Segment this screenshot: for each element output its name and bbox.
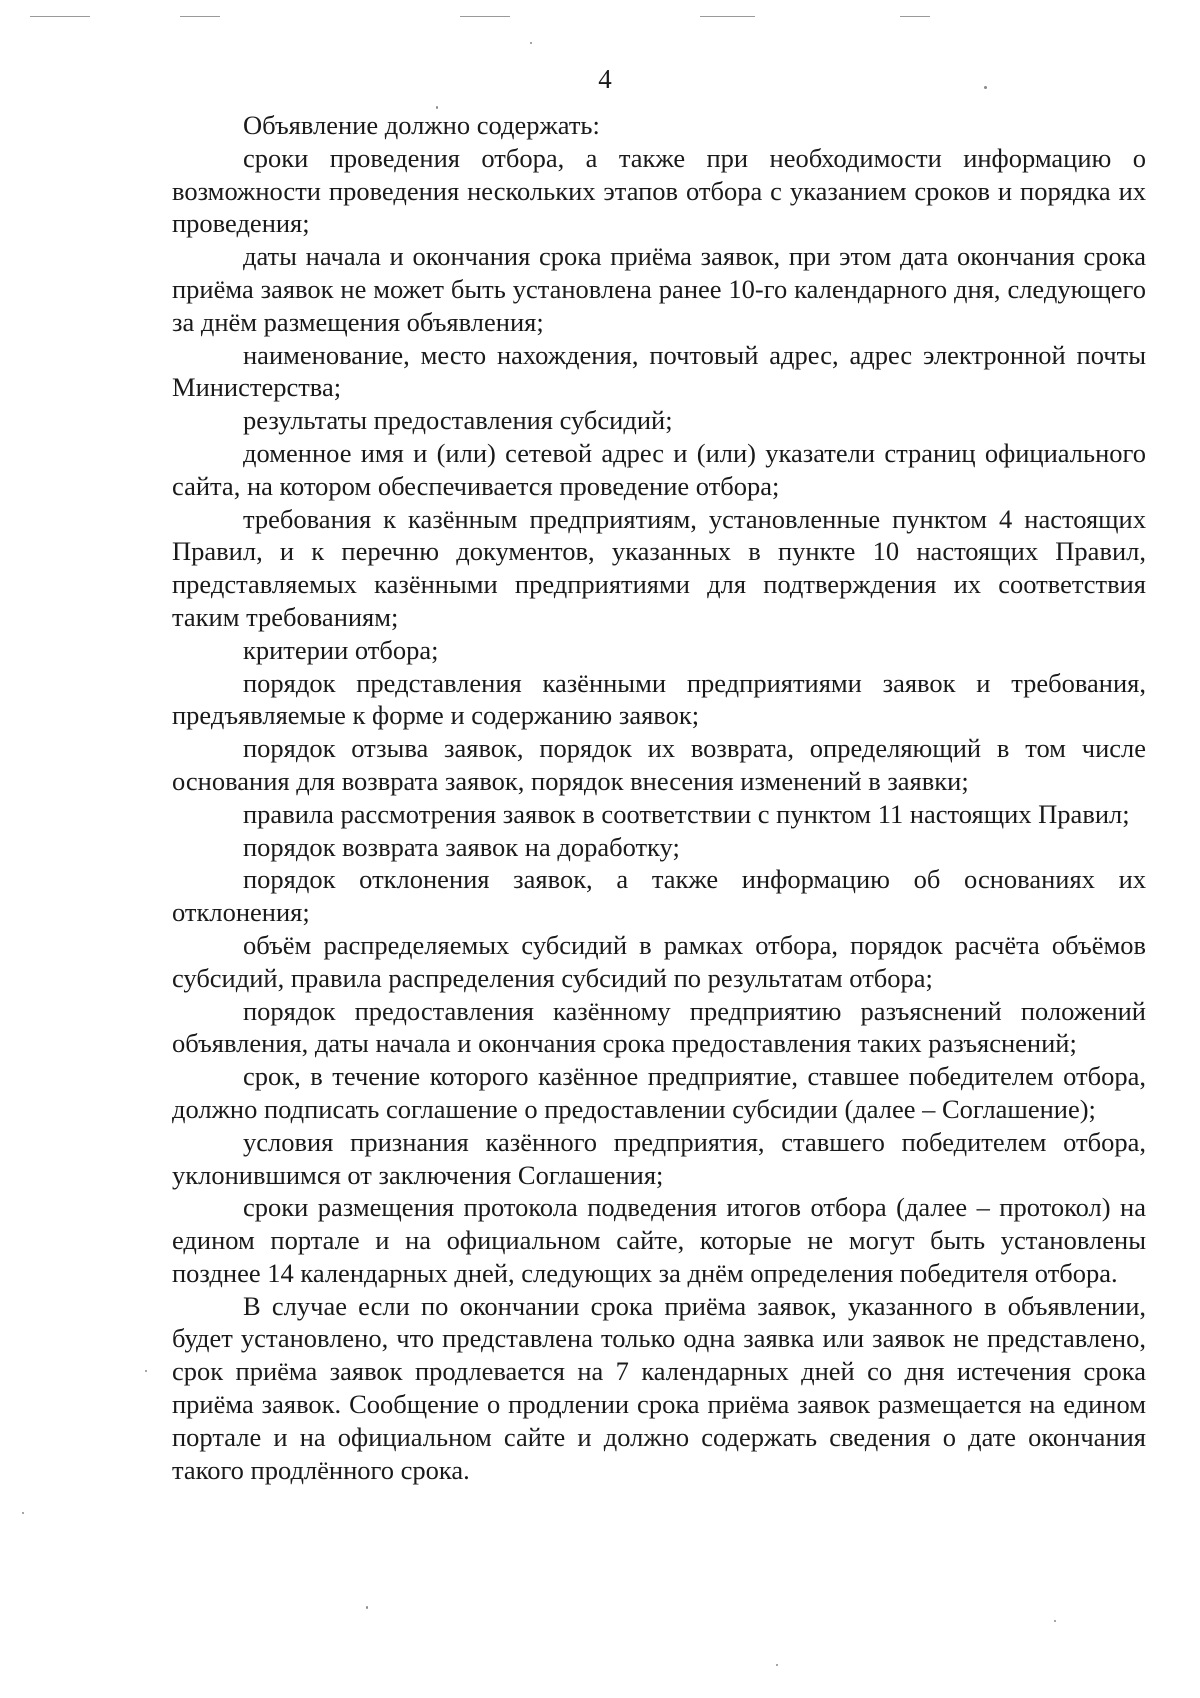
- paragraph: условия признания казённого предприятия, ставшего победителем отбора, уклонившимся от заключения Соглашения;: [172, 1126, 1146, 1190]
- scan-artifact: [366, 1606, 368, 1609]
- scan-artifact: [700, 16, 755, 17]
- paragraph: наименование, место нахождения, почтовый адрес, адрес электронной почты Министерства;: [172, 339, 1146, 403]
- paragraph: сроки размещения протокола подведения итогов отбора (далее – протокол) на едином портале и на официальном сайте, которые не могут быть установлены позднее 14 календарных дней, следующих за днём определения победителя отбора.: [172, 1192, 1146, 1288]
- document-body: [172, 109, 1146, 1486]
- paragraph: порядок отклонения заявок, а также информацию об основаниях их отклонения;: [172, 864, 1146, 928]
- scan-artifact: [530, 42, 532, 44]
- paragraph: порядок отзыва заявок, порядок их возврата, определяющий в том числе основания для возврата заявок, порядок внесения изменений в заявки;: [172, 733, 1146, 796]
- paragraph: даты начала и окончания срока приёма заявок, при этом дата окончания срока приёма заявок не может быть установлена ранее 10-го календарного дня, следующего за днём размещения объявления;: [172, 241, 1146, 337]
- page-number: 4: [598, 64, 612, 94]
- scan-artifact: [180, 16, 220, 17]
- scan-artifact: [900, 16, 930, 17]
- scan-artifact: [1054, 1620, 1056, 1622]
- scan-artifact: [145, 1370, 147, 1372]
- paragraph: требования к казённым предприятиям, установленные пунктом 4 настоящих Правил, и к перечню документов, указанных в пункте 10 настоящих Правил, представляемых казёнными предприятиями для подтверждения их соответствия таким требованиям;: [172, 503, 1146, 632]
- paragraph: срок, в течение которого казённое предприятие, ставшее победителем отбора, должно подписать соглашение о предоставлении субсидии (далее – Соглашение);: [172, 1061, 1146, 1124]
- paragraph: В случае если по окончании срока приёма заявок, указанного в объявлении, будет установлено, что представлена только одна заявка или заявок не представлено, срок приёма заявок продлевается на 7 календарных дней со дня истечения срока приёма заявок. Сообщение о продлении срока приёма заявок размещается на едином портале и на официальном сайте и должно содержать сведения о дате окончания такого продлённого срока.: [172, 1290, 1146, 1485]
- paragraph: порядок представления казёнными предприятиями заявок и требования, предъявляемые к форме и содержанию заявок;: [172, 667, 1146, 731]
- paragraph: Объявление должно содержать:: [243, 110, 600, 140]
- paragraph: результаты предоставления субсидий;: [243, 405, 673, 436]
- scan-artifact: [776, 1664, 778, 1666]
- scan-artifact: [30, 16, 90, 17]
- paragraph: порядок возврата заявок на доработку;: [243, 831, 680, 862]
- paragraph: объём распределяемых субсидий в рамках отбора, порядок расчёта объёмов субсидий, правила распределения субсидий по результатам отбора;: [172, 929, 1146, 993]
- paragraph: порядок предоставления казённому предприятию разъяснений положений объявления, даты начала и окончания срока предоставления таких разъяснений;: [172, 995, 1146, 1059]
- paragraph: сроки проведения отбора, а также при необходимости информацию о возможности проведения нескольких этапов отбора с указанием сроков и порядка их проведения;: [172, 142, 1146, 239]
- scan-artifact: [460, 16, 510, 17]
- paragraph: правила рассмотрения заявок в соответствии с пунктом 11 настоящих Правил;: [243, 798, 1130, 829]
- scan-artifact: [22, 1512, 24, 1514]
- paragraph: доменное имя и (или) сетевой адрес и (или) указатели страниц официального сайта, на котором обеспечивается проведение отбора;: [172, 437, 1146, 501]
- paragraph: критерии отбора;: [243, 634, 439, 665]
